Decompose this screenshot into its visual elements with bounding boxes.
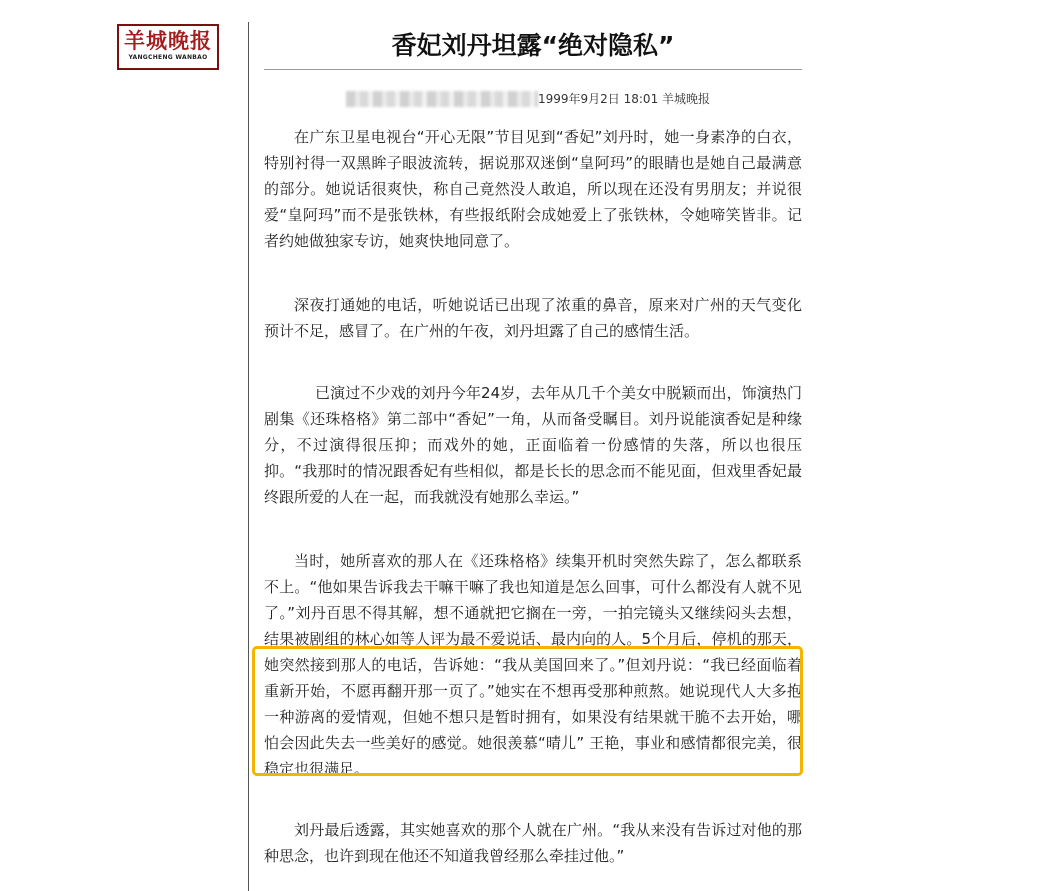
article-paragraph: 刘丹最后透露，其实她喜欢的那个人就在广州。“我从来没有告诉过对他的那种思念，也许到现在他还不知道我曾经那么牵挂过他。”	[264, 821, 802, 865]
article-paragraph: 深夜打通她的电话，听她说话已出现了浓重的鼻音，原来对广州的天气变化预计不足，感冒了。在广州的午夜，刘丹坦露了自己的感情生活。	[264, 296, 802, 340]
title-divider	[264, 69, 802, 70]
newspaper-logo	[117, 24, 219, 70]
vertical-divider	[248, 22, 249, 891]
article-paragraph: 已演过不少戏的刘丹今年24岁，去年从几千个美女中脱颖而出，饰演热门剧集《还珠格格》第二部中“香妃”一角，从而备受瞩目。刘丹说能演香妃是种缘分，不过演得很压抑；而戏外的她，正面临着一份感情的失落，所以也很压抑。“我那时的情况跟香妃有些相似，都是长长的思念而不能见面，但戏里香妃最终跟所爱的人在一起，而我就没有她那么幸运。”	[264, 384, 802, 506]
article-paragraph: 当时，她所喜欢的那人在《还珠格格》续集开机时突然失踪了，怎么都联系不上。“他如果告诉我去干嘛干嘛了我也知道是怎么回事，可什么都没有人就不见了。”刘丹百思不得其解，想不通就把它搁在一旁，一拍完镜头又继续闷头去想，结果被剧组的林心如等人评为最不爱说话、最内向的人。5个月后，停机的那天，她突然接到那人的电话，告诉她：“我从美国回来了。”但刘丹说：“我已经面临着重新开始，不愿再翻开那一页了。”她实在不想再受那种煎熬。她说现代人大多抱一种游离的爱情观，但她不想只是暂时拥有，如果没有结果就干脆不去开始，哪怕会因此失去一些美好的感觉。她很羡慕“晴儿” 王艳，事业和感情都很完美，很稳定也很满足。	[264, 552, 802, 778]
redacted-source	[346, 91, 538, 107]
logo-title: 羊城晚报	[124, 28, 212, 53]
logo-subtitle: YANGCHENG WANBAO	[128, 54, 208, 61]
article-paragraph: 在广东卫星电视台“开心无限”节目见到“香妃”刘丹时，她一身素净的白衣，特别衬得一双黑眸子眼波流转，据说那双迷倒“皇阿玛”的眼睛也是她自己最满意的部分。她说话很爽快，称自己竟然没人敢追，所以现在还没有男朋友；并说很爱“皇阿玛”而不是张铁林，有些报纸附会成她爱上了张铁林，令她啼笑皆非。记者约她做独家专访，她爽快地同意了。	[264, 128, 802, 250]
article-dateline: 1999年9月2日 18:01 羊城晚报	[538, 92, 711, 106]
page-title: 香妃刘丹坦露“绝对隐私”	[391, 31, 675, 60]
